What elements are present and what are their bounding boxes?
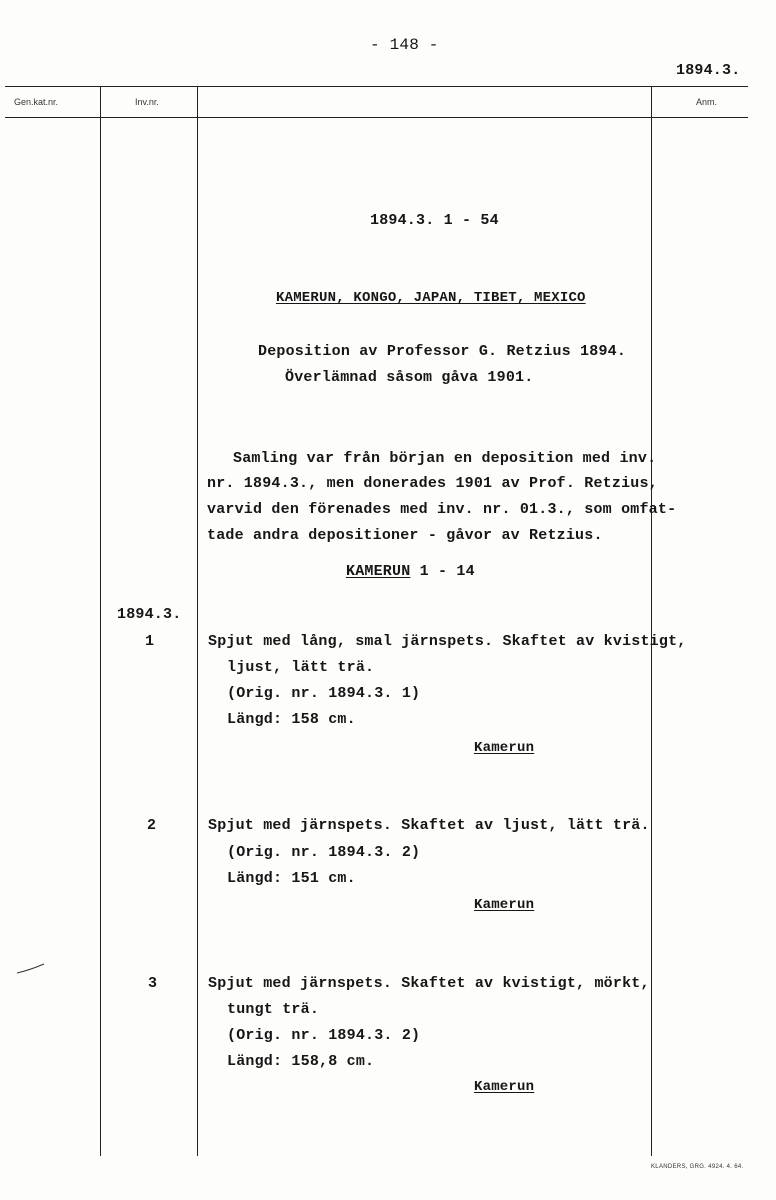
inventory-range: 1894.3. 1 - 54 [370,212,499,229]
gift-line: Överlämnad såsom gåva 1901. [285,369,534,386]
inventory-prefix: 1894.3. [117,606,182,623]
entry-place: Kamerun [474,1079,535,1095]
entry-place: Kamerun [474,897,535,913]
entry-description-line: Spjut med lång, smal järnspets. Skaftet av kvistigt, [208,633,687,650]
section-title-range: 1 - 14 [419,563,475,580]
entry-original-number: (Orig. nr. 1894.3. 2) [227,1027,421,1044]
regions-title: KAMERUN, KONGO, JAPAN, TIBET, MEXICO [276,290,586,306]
section-title [346,563,475,580]
intro-line-1: Samling var från början en deposition med inv. [233,450,657,467]
header-bottom-rule [5,117,748,118]
column-divider-2 [197,86,198,1156]
entry-length: Längd: 158,8 cm. [227,1053,375,1070]
column-header-inv: Inv.nr. [135,97,159,107]
deposition-line: Deposition av Professor G. Retzius 1894. [258,343,627,360]
intro-line-3: varvid den förenades med inv. nr. 01.3., som omfat- [207,501,677,518]
entry-original-number: (Orig. nr. 1894.3. 1) [227,685,421,702]
entry-original-number: (Orig. nr. 1894.3. 2) [227,844,421,861]
entry-description-line: ljust, lätt trä. [227,659,375,676]
entry-length: Längd: 151 cm. [227,870,356,887]
entry-description-line: Spjut med järnspets. Skaftet av ljust, lätt trä. [208,817,650,834]
page-reference: 1894.3. [676,62,741,79]
entry-number: 1 [145,633,155,650]
section-title-name: KAMERUN [346,563,411,580]
column-divider-1 [100,86,101,1156]
margin-pencil-mark [16,962,46,976]
page-number: - 148 - [370,36,439,54]
entry-length: Längd: 158 cm. [227,711,356,728]
entry-number: 2 [147,817,157,834]
intro-line-2: nr. 1894.3., men donerades 1901 av Prof. Retzius, [207,475,658,492]
header-top-rule [5,86,748,87]
intro-line-4: tade andra depositioner - gåvor av Retzius. [207,527,603,544]
entry-description-line: tungt trä. [227,1001,320,1018]
column-header-gen-kat: Gen.kat.nr. [14,97,59,107]
column-header-anm: Anm. [696,97,718,107]
entry-description-line: Spjut med järnspets. Skaftet av kvistigt, mörkt, [208,975,650,992]
entry-place: Kamerun [474,740,535,756]
entry-number: 3 [148,975,158,992]
column-divider-3 [651,86,652,1156]
printer-imprint: KLANDERS, GRG. 4924. 4. 64. [651,1164,744,1170]
